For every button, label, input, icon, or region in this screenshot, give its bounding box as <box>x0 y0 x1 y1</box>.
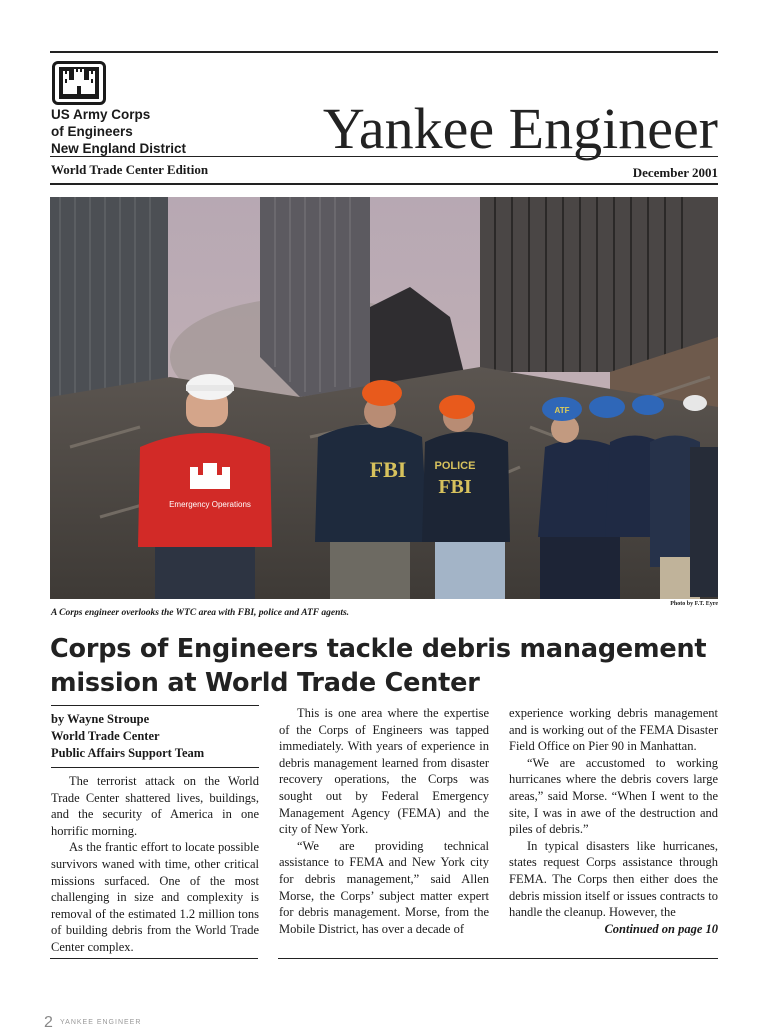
byline-top-rule <box>51 705 259 706</box>
jacket-police-label: POLICE <box>434 460 476 472</box>
article-column-2 <box>279 705 489 937</box>
article-paragraph: “We are accustomed to working hurricanes where the debris covers large areas,” said Morse. “When I went to the site, I was in awe of the destruction and piles of debris.” <box>509 755 718 837</box>
edition-rule <box>50 183 718 185</box>
org-line-3: New England District <box>51 141 187 156</box>
issue-date: December 2001 <box>632 165 718 180</box>
article-paragraph: “We are providing technical assistance to FEMA and New York city for debris management,” said Allen Morse, the Corps’ subject matter expert for debris management. Morse, from the Mobile District, has over a decade of <box>279 838 489 936</box>
organization-name <box>51 106 251 157</box>
article-paragraph: As the frantic effort to locate possible survivors waned with time, other critical missions surfaced. One of the most challenging in size and complexity is removal of the estimated 1.2 million tons of building debris from the World Trade Center complex. <box>51 840 259 954</box>
article-column-3 <box>509 705 718 937</box>
photo-caption: A Corps engineer overlooks the WTC area with FBI, police and ATF agents. <box>51 608 350 618</box>
byline-team: Public Affairs Support Team <box>51 746 205 760</box>
shirt-text: Emergency Operations <box>169 500 251 509</box>
top-rule <box>50 51 718 53</box>
byline-bottom-rule <box>51 767 259 768</box>
byline-location: World Trade Center <box>51 729 160 743</box>
byline-author: by Wayne Stroupe <box>51 712 150 726</box>
page-number: 2 <box>44 1014 53 1031</box>
edition-label: World Trade Center Edition <box>51 162 209 177</box>
corps-castle-logo <box>52 61 106 105</box>
folio-title: YANKEE ENGINEER <box>60 1019 142 1026</box>
article-paragraph: This is one area where the expertise of the Corps of Engineers was tapped immediately. With years of experience in debris management learned from disaster recovery operations, the Corps was sought out by Federal Emergency Management Agency (FEMA) and the city of New York. <box>279 706 489 837</box>
org-line-1: US Army Corps <box>51 107 151 122</box>
helmet-atf-label: ATF <box>554 406 570 415</box>
byline <box>51 711 259 762</box>
article-paragraph: In typical disasters like hurricanes, states request Corps assistance through FEMA. The Corps then either does the debris mission itself or issues contracts to handle the cleanup. However, the <box>509 838 718 920</box>
article-column-1 <box>51 705 259 956</box>
masthead-title: Yankee Engineer <box>322 96 718 161</box>
continued-link[interactable]: Continued on page 10 <box>604 921 718 936</box>
article-headline: Corps of Engineers tackle debris management mission at World Trade Center <box>50 634 707 698</box>
article-paragraph: The terrorist attack on the World Trade Center shattered lives, buildings, and the security of America in one horrific morning. <box>51 774 259 838</box>
castle-icon <box>59 67 99 99</box>
org-line-2: of Engineers <box>51 124 133 139</box>
jacket-police-fbi-label: FBI <box>438 476 472 498</box>
headline-bottom-rule <box>50 958 258 959</box>
jacket-fbi-label: FBI <box>369 457 407 482</box>
wtc-photo <box>50 197 718 599</box>
photo-credit: Photo by F.T. Eyre <box>670 601 718 607</box>
article-paragraph: experience working debris management and is working out of the FEMA Disaster Field Office on Pier 90 in Manhattan. <box>509 706 718 754</box>
footer-rule <box>278 958 718 959</box>
